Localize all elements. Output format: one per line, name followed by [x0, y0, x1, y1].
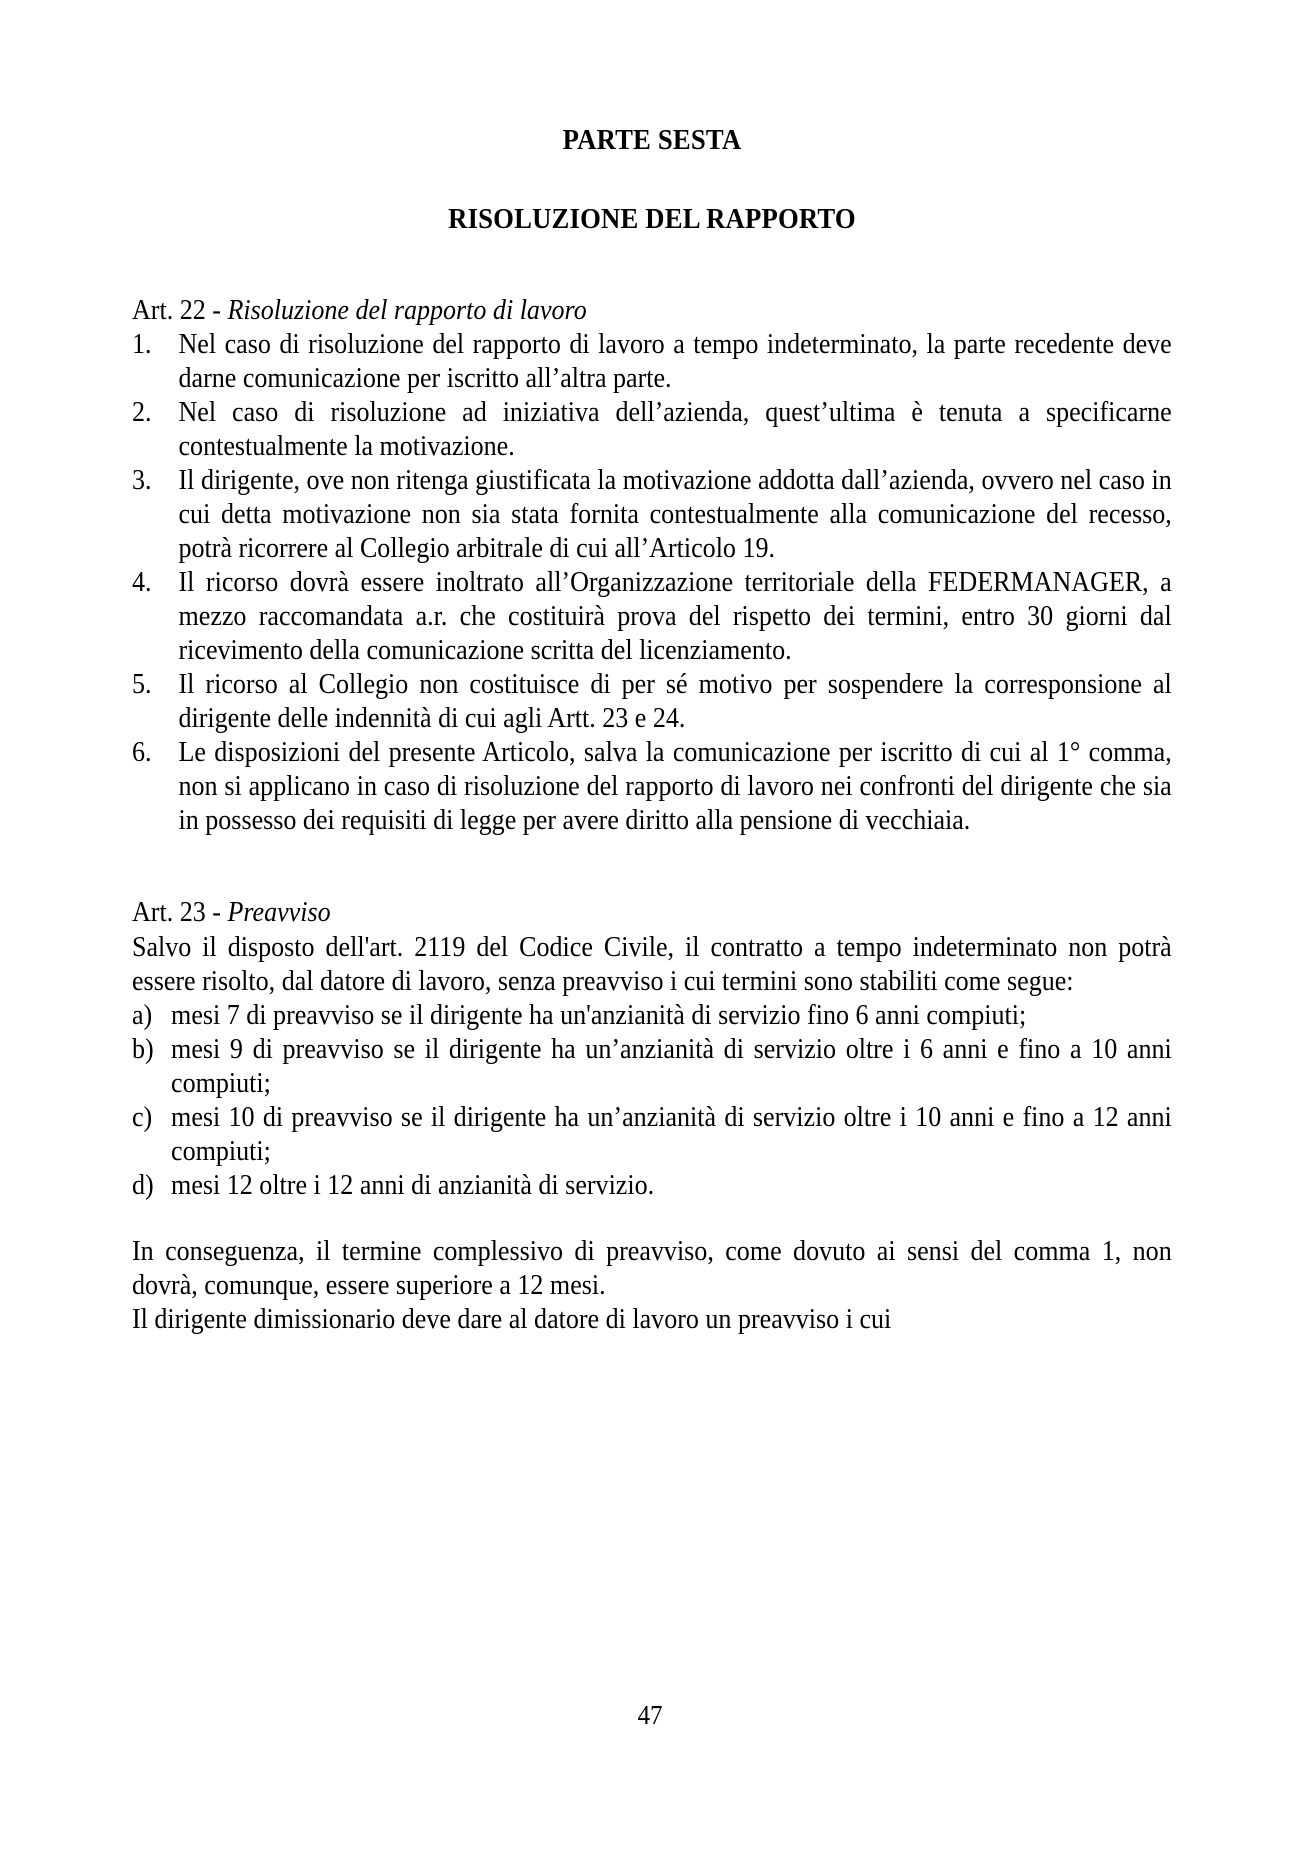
list-item [132, 464, 1172, 566]
list-text: Il ricorso al Collegio non costituisce di per sé motivo per sospendere la corresponsione al dirigente delle indennità di cui agli Artt. 23 e 24. [178, 669, 1172, 735]
article-23-intro-paragraph: Salvo il disposto dell'art. 2119 del Codice Civile, il contratto a tempo indeterminato non potrà essere risolto, dal datore di lavoro, senza preavviso i cui termini sono stabiliti come segue: [132, 931, 1172, 997]
list-marker: 1. [132, 329, 152, 361]
list-marker: 4. [132, 567, 152, 599]
list-marker: b) [132, 1033, 154, 1065]
list-text: Nel caso di risoluzione del rapporto di lavoro a tempo indeterminato, la parte recedente deve darne comunicazione per iscritto all’altra parte. [178, 329, 1172, 395]
article-23-label: Art. 23 - [132, 897, 228, 929]
list-text: mesi 7 di preavviso se il dirigente ha un'anzianità di servizio fino 6 anni compiuti; [171, 999, 1027, 1031]
list-marker: 2. [132, 397, 152, 429]
list-text: mesi 10 di preavviso se il dirigente ha un’anzianità di servizio oltre i 10 anni e fino a 12 anni compiuti; [171, 1101, 1172, 1167]
article-23-subtitle: Preavviso [227, 897, 331, 929]
article-22-list [132, 328, 1172, 838]
list-marker: c) [132, 1101, 153, 1133]
list-text: Il ricorso dovrà essere inoltrato all’Organizzazione territoriale della FEDERMANAGER, a mezzo raccomandata a.r. che costituirà prova del rispetto dei termini, entro 30 giorni dal ricevimento della comunicazione scritta del licenziamento. [178, 567, 1172, 667]
list-marker: 6. [132, 737, 152, 769]
list-item [132, 328, 1172, 396]
article-22-label: Art. 22 - [132, 295, 228, 326]
list-item [132, 566, 1172, 668]
section-heading: RISOLUZIONE DEL RAPPORTO [448, 203, 856, 235]
article-22-subtitle: Risoluzione del rapporto di lavoro [227, 295, 587, 326]
list-marker: d) [132, 1169, 154, 1201]
list-marker: a) [132, 999, 153, 1031]
paragraph-spacer [132, 1203, 1172, 1235]
list-text: Le disposizioni del presente Articolo, salva la comunicazione per iscritto di cui al 1° comma, non si applicano in caso di risoluzione del rapporto di lavoro nei confronti del dirigente che sia in possesso dei requisiti di legge per avere diritto alla pensione di vecchiaia. [178, 737, 1172, 837]
list-item [132, 668, 1172, 736]
page-number: 47 [637, 1700, 663, 1730]
continuation-line: Il dirigente dimissionario deve dare al datore di lavoro un preavviso i cui [132, 1303, 892, 1335]
list-text: mesi 12 oltre i 12 anni di anzianità di servizio. [171, 1169, 655, 1201]
article-23-title [132, 896, 1099, 930]
closing-paragraph: In conseguenza, il termine complessivo di preavviso, come dovuto ai sensi del comma 1, non dovrà, comunque, essere superiore a 12 mesi. [132, 1235, 1172, 1301]
list-marker: 5. [132, 669, 152, 701]
article-23-list [132, 999, 1172, 1203]
list-item [132, 396, 1172, 464]
list-item [132, 1169, 1172, 1203]
page-content [132, 126, 1172, 1337]
list-marker: 3. [132, 465, 152, 497]
list-text: Il dirigente, ove non ritenga giustificata la motivazione addotta dall’azienda, ovvero nel caso in cui detta motivazione non sia stata fornita contestualmente alla comunicazione del recesso, potrà ricorrere al Collegio arbitrale di cui all’Articolo 19. [178, 465, 1172, 565]
list-item [132, 1101, 1172, 1169]
list-item [132, 1033, 1172, 1101]
list-item [132, 999, 1172, 1033]
article-22-title [132, 294, 1099, 328]
part-heading: PARTE SESTA [562, 124, 742, 156]
list-text: mesi 9 di preavviso se il dirigente ha un’anzianità di servizio oltre i 6 anni e fino a 10 anni compiuti; [171, 1033, 1172, 1099]
list-text: Nel caso di risoluzione ad iniziativa dell’azienda, quest’ultima è tenuta a specificarne contestualmente la motivazione. [178, 397, 1172, 463]
list-item [132, 736, 1172, 838]
